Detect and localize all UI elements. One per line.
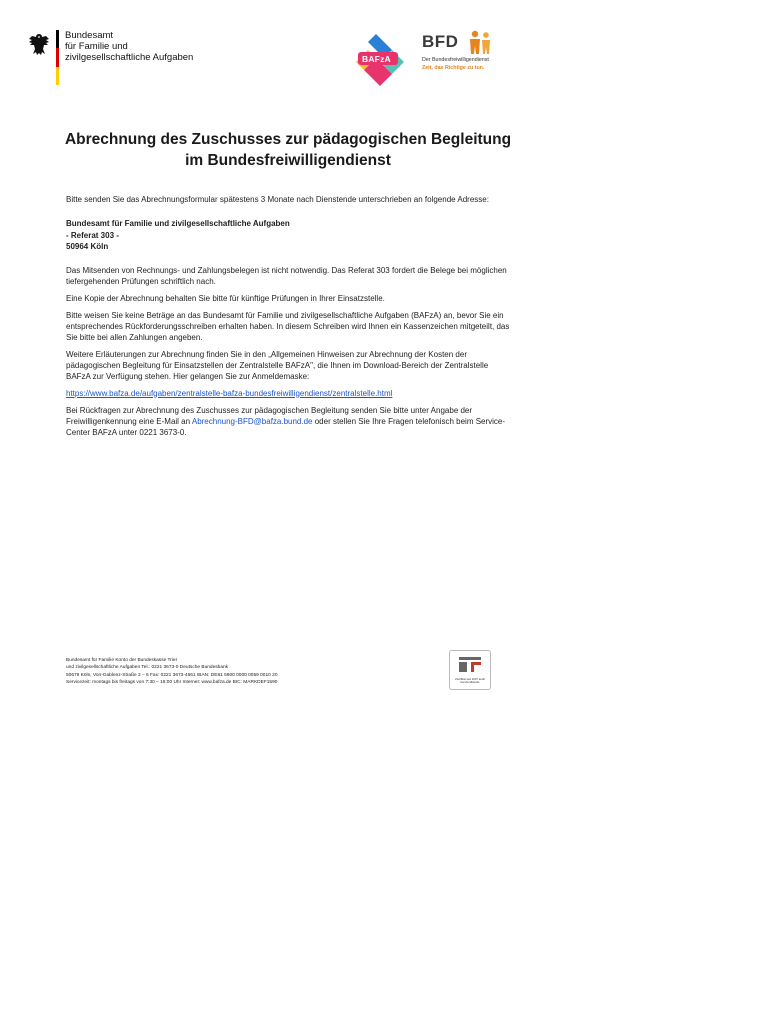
paragraph-copy: Eine Kopie der Abrechnung behalten Sie bitte für künftige Prüfungen in Ihrer Einsatzstelle. [66,293,385,303]
bafza-logo [352,32,408,86]
footer-line-3: 50679 Köln, Von-Gablenz-Straße 2 – 6 Fax: 0221 3673-4661 IBAN: DE81 5900 0000 0059 0010 20 [66,672,278,678]
bfd-logo-text: BFD [422,32,459,51]
address-line-3: 50964 Köln [66,242,109,251]
postal-address [66,218,512,253]
audit-berufundfamilie-icon [450,651,490,677]
zentralstelle-link[interactable]: https://www.bafza.de/aufgaben/zentralstelle-bafza-bundesfreiwilligendienst/zentralstelle.html [66,388,393,398]
bafza-logo-text: BAFzA [362,54,391,64]
footer-line-4: Servicezeit: montags bis freitags von 7:30 – 16:00 Uhr Internet: www.bafza.de BIC: MARKDEF1590 [66,680,278,686]
paragraph-questions: Bei Rückfragen zur Abrechnung des Zuschusses zur pädagogischen Begleitung senden Sie bitte unter Angabe der Freiwilligenkennung eine E-Mail an Abrechnung-BFD@bafza.bund.de oder stellen Sie Ihre Fragen telefonisch beim Service-Center BAFzA unter 0221 3673-0. [66,405,506,437]
document-body [66,194,512,444]
address-line-1: Bundesamt für Familie und zivilgesellschaftliche Aufgaben [66,219,290,228]
ministry-logo [28,30,193,86]
footer-line-2: und zivilgesellschaftliche Aufgaben Tel.: 0221 3673-0 Deutsche Bundesbank [66,665,229,671]
paragraph-payments: Bitte weisen Sie keine Beträge an das Bundesamt für Familie und zivilgesellschaftliche Aufgaben (BAFzA) an, bevor Sie ein entsprechendes Rückforderungsschreiben erhalten haben. In diesem Schreiben wird Ihnen ein Kassenzeichen mitgeteilt, das Sie bitte bei allen Zahlungen angeben. [66,310,510,342]
address-line-2: - Referat 303 - [66,230,119,240]
paragraph-receipts: Das Mitsenden von Rechnungs- und Zahlungsbelegen ist nicht notwendig. Das Referat 303 fordert die Belege bei möglichen tiefergehenden Prüfungen schriftlich nach. [66,265,507,286]
email-link[interactable]: Abrechnung-BFD@bafza.bund.de [191,416,313,426]
footer-contact [66,657,366,687]
german-flag-bar [56,30,59,85]
certificate-text: Zertifikat seit 2007 audit berufundfamilie [455,677,485,685]
title-line-2: im Bundesfreiwilligendienst [185,152,391,169]
footer-line-1: Bundesamt für Familie Konto der Bundeskasse Trier [66,658,178,663]
page-title [56,129,520,171]
bfd-logo [422,30,512,80]
title-line-1: Abrechnung des Zuschusses zur pädagogischen Begleitung [64,131,512,148]
paragraph-explanations: Weitere Erläuterungen zur Abrechnung finden Sie in den „Allgemeinen Hinweisen zur Abrechnung der Kosten der pädagogischen Begleitung für Einsatzstellen der Zentralstelle BAFzA", die Ihnen im Download-Bereich der Zentralstelle BAFzA zur Verfügung stehen. Hier gelangen Sie zur Anmeldemaske: [66,349,489,381]
ministry-name: Bundesamt für Familie und zivilgesellschaftliche Aufgaben [65,30,194,63]
federal-eagle-icon [28,32,50,58]
certificate-badge [449,650,491,690]
people-icon [468,30,512,56]
bfd-slogan: Zeit, das Richtige zu tun. [422,65,485,71]
intro-paragraph: Bitte senden Sie das Abrechnungsformular spätestens 3 Monate nach Dienstende unterschrieben an folgende Adresse: [66,195,489,204]
bfd-subtitle: Der Bundesfreiwilligendienst [422,57,489,63]
